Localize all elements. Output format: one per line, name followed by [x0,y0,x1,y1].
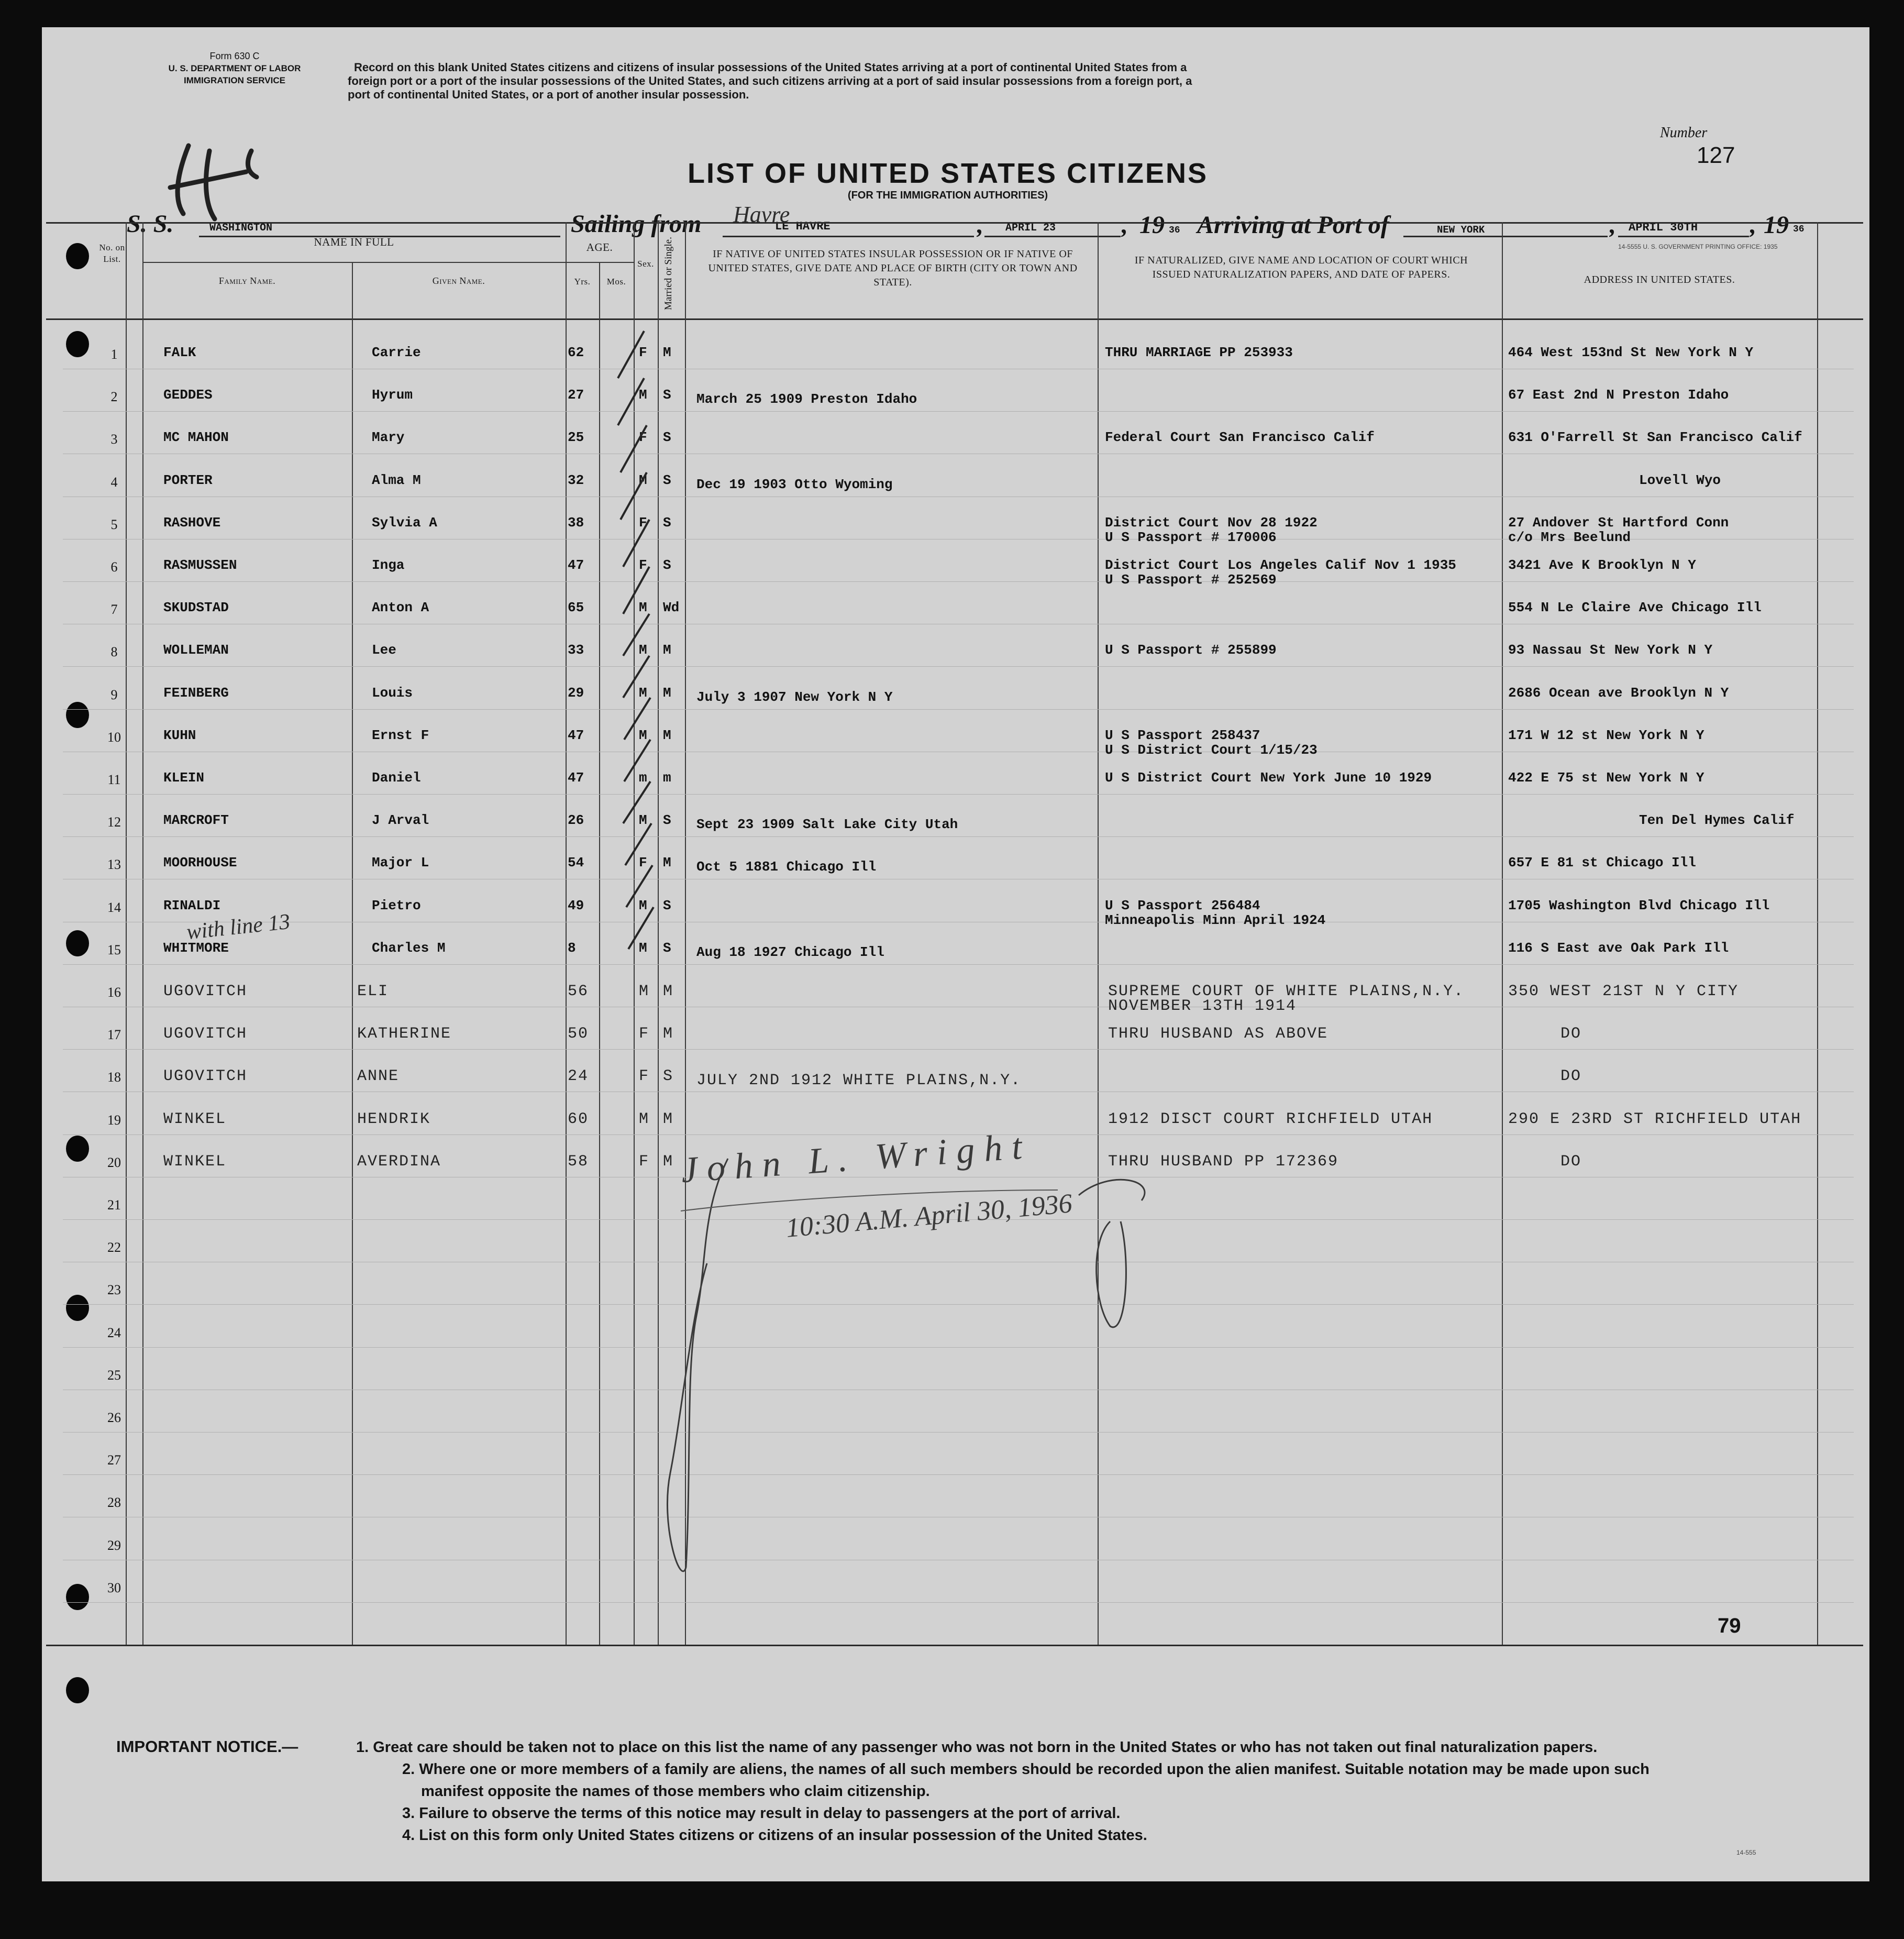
sex: F [639,1152,650,1171]
col-header-yrs: Yrs. [574,277,591,287]
sex: M [639,472,647,488]
age-years: 62 [568,345,584,360]
year-suffix: 36 [1793,224,1805,235]
row-number: 13 [107,857,121,873]
given-name: Charles M [372,940,446,956]
sex: M [639,940,647,956]
family-name: KUHN [163,727,196,743]
marital-status: m [663,770,671,786]
ss-label: S. S. [127,210,174,238]
given-name: Lee [372,642,396,658]
given-name: Carrie [372,345,421,360]
naturalization-cont: NOVEMBER 13TH 1914 [1108,997,1297,1015]
given-name: Inga [372,557,405,573]
family-name: WINKEL [163,1152,227,1171]
naturalization: U S Passport # 255899 [1105,642,1277,658]
birthplace: July 3 1907 New York N Y [696,689,893,705]
year-prefix: 19 [1764,211,1789,239]
col-divider [566,222,567,1645]
sailing-label: Sailing from [571,210,702,238]
marital-status: S [663,387,671,403]
sex: m [639,770,647,786]
address: 554 N Le Claire Ave Chicago Ill [1508,600,1762,616]
age-years: 49 [568,897,584,913]
birthplace: JULY 2ND 1912 WHITE PLAINS,N.Y. [696,1072,1022,1090]
punch-hole [66,1136,89,1162]
marital-status: M [663,1110,674,1128]
age-years: 65 [568,600,584,616]
row-number: 9 [110,687,118,702]
row-number: 15 [107,942,121,957]
marital-status: S [663,812,671,829]
family-name: GEDDES [163,387,213,403]
age-years: 24 [568,1067,589,1086]
list-number: 127 [1697,142,1735,168]
naturalization: U S District Court New York June 10 1929 [1105,770,1432,786]
punch-hole [66,1295,89,1321]
given-name: ANNE [357,1067,400,1086]
print-code: 14-555 [1736,1849,1756,1856]
punch-hole [66,1584,89,1610]
signature: John L. Wright [680,1126,1033,1191]
marital-status: M [663,855,671,871]
age-years: 47 [568,770,584,786]
table-top-border [46,222,1863,224]
address: 171 W 12 st New York N Y [1508,727,1704,743]
punch-hole [66,1677,89,1703]
address: 657 E 81 st Chicago Ill [1508,855,1696,871]
family-name: PORTER [163,472,213,488]
age-years: 50 [568,1025,589,1043]
given-name: Mary [372,429,405,446]
address: Ten Del Hymes Calif [1639,812,1795,829]
family-name: UGOVITCH [163,983,248,1000]
comma: , [1750,211,1756,239]
sex: F [639,429,647,446]
table-bottom-border [46,1645,1863,1646]
row-number: 23 [107,1282,121,1298]
row-number: 14 [107,899,121,915]
row-number: 10 [107,729,121,745]
row-number: 27 [107,1452,121,1468]
address: 350 WEST 21ST N Y CITY [1508,983,1739,1000]
row-number: 29 [107,1537,121,1553]
col-header-mos: Mos. [606,277,626,287]
age-years: 27 [568,387,584,403]
sailing-date-underline [984,236,1121,237]
row-number: 1 [110,347,118,362]
page-number: 79 [1718,1614,1741,1637]
sailing-underline [723,236,974,237]
row-number: 8 [110,644,118,660]
sex: M [639,642,647,658]
family-name: SKUDSTAD [163,600,229,616]
punch-hole [66,331,89,357]
age-years: 33 [568,642,584,658]
birthplace: Sept 23 1909 Salt Lake City Utah [696,817,958,833]
given-name: Major L [372,855,429,871]
sex: F [639,1025,650,1043]
col-header-family-name: Family Name. [218,276,276,286]
form-identification [125,50,345,86]
sex: F [639,1067,650,1086]
row-number: 2 [110,389,118,405]
sailing-date: APRIL 23 [1005,222,1056,234]
number-label: Number [1660,125,1708,141]
name-subheader-line [142,262,566,263]
preamble-line: port of continental United States, or a port of another insular possession. [348,88,749,101]
col-header-birth: IF NATIVE OF UNITED STATES INSULAR POSSESSION OR IF NATIVE OF UNITED STATES, GIVE DATE AND PLACE OF BIRTH (CITY OR TOWN AND STATE). [708,248,1078,288]
row-number: 11 [107,772,121,787]
sex: M [639,897,647,913]
age-years: 29 [568,685,584,701]
notice-item: 4. List on this form only United States citizens or citizens of an insular possession of the United States. [402,1827,1147,1844]
col-header-given-name: Given Name. [432,276,485,286]
address: 116 S East ave Oak Park Ill [1508,940,1729,956]
notice-lead: IMPORTANT NOTICE.— [116,1737,298,1756]
comma: , [1122,211,1128,239]
form-number: Form 630 C [209,51,260,61]
row-number: 7 [110,602,118,618]
address: Lovell Wyo [1639,472,1721,488]
row-number: 28 [107,1495,121,1511]
sex: F [639,345,647,360]
naturalization: District Court Los Angeles Calif Nov 1 1935 [1105,557,1456,573]
col-header-no: No. on List. [99,243,125,264]
age-years: 47 [568,727,584,743]
row-number: 25 [107,1367,121,1383]
address: 464 West 153nd St New York N Y [1508,345,1754,360]
marital-status: S [663,940,671,956]
preamble-line: Record on this blank United States citizens and citizens of insular possessions of the United States arriving at a port of continental United States from a [354,61,1187,74]
age-years: 54 [568,855,584,871]
row-number: 16 [107,985,121,1000]
row-number: 3 [110,432,118,447]
family-name: KLEIN [163,770,205,786]
naturalization: Federal Court San Francisco Calif [1105,429,1375,446]
address: 422 E 75 st New York N Y [1508,770,1704,786]
given-name: HENDRIK [357,1110,431,1128]
age-years: 38 [568,514,584,531]
row-number: 17 [107,1027,121,1043]
col-header-sex: Sex. [637,259,654,269]
given-name: Hyrum [372,387,413,403]
family-name: FEINBERG [163,685,229,701]
age-years: 47 [568,557,584,573]
marital-status: M [663,345,671,360]
given-name: KATHERINE [357,1025,452,1043]
given-name: Anton A [372,600,429,616]
punch-hole [66,930,89,956]
row-rule [63,1602,1854,1603]
important-notice [116,1736,1855,1846]
comma: , [977,211,983,239]
sex: M [639,812,647,829]
col-header-marital: Married or Single. [663,237,674,310]
naturalization-cont: Minneapolis Minn April 1924 [1105,912,1326,928]
birthplace: March 25 1909 Preston Idaho [696,391,917,407]
sex: F [639,855,647,871]
arrival-date: APRIL 30TH [1629,221,1698,234]
age-years: 32 [568,472,584,488]
row-number: 30 [107,1580,121,1595]
given-name: Louis [372,685,413,701]
marital-status: M [663,642,671,658]
birthplace: Aug 18 1927 Chicago Ill [696,944,884,960]
ship-name: WASHINGTON [209,222,273,234]
row-number: 6 [110,559,118,575]
naturalization: THRU MARRIAGE PP 253933 [1105,345,1293,360]
service-name: IMMIGRATION SERVICE [184,75,285,85]
address: 67 East 2nd N Preston Idaho [1508,387,1729,403]
naturalization: U S Passport 256484 [1105,897,1260,913]
address: 3421 Ave K Brooklyn N Y [1508,557,1696,573]
family-name: WHITMORE [163,940,229,956]
marital-status: S [663,1067,674,1086]
birthplace: Oct 5 1881 Chicago Ill [696,859,877,875]
row-number: 21 [107,1197,121,1213]
naturalization-cont: U S Passport # 170006 [1105,529,1277,545]
address: DO [1560,1152,1582,1171]
age-years: 8 [568,940,576,956]
notice-item: manifest opposite the names of those members who claim citizenship. [421,1783,930,1800]
marital-status: S [663,514,671,531]
age-years: 58 [568,1152,589,1171]
naturalization: 1912 DISCT COURT RICHFIELD UTAH [1108,1110,1433,1128]
age-years: 25 [568,429,584,446]
naturalization-cont: U S District Court 1/15/23 [1105,742,1318,758]
arriving-label: Arriving at Port of [1197,211,1389,239]
page-subtitle: (FOR THE IMMIGRATION AUTHORITIES) [847,190,1048,201]
sex: M [639,727,647,743]
row-number: 12 [107,814,121,830]
given-name: ELI [357,983,389,1000]
age-years: 26 [568,812,584,829]
col-divider [599,262,600,1645]
sex: M [639,600,647,616]
marital-status: M [663,685,671,701]
signature-strokes [607,321,1163,1591]
family-name: RASMUSSEN [163,557,237,573]
row-number: 5 [110,516,118,532]
sex: F [639,557,647,573]
year-suffix: 36 [1169,225,1180,236]
address-cont: c/o Mrs Beelund [1508,529,1631,545]
birthplace: Dec 19 1903 Otto Wyoming [696,476,893,492]
marital-status: M [663,1025,674,1043]
sex: M [639,983,650,1000]
given-name: Daniel [372,770,421,786]
comma: , [1610,211,1616,239]
arrival-date-underline [1618,236,1749,237]
row-number: 26 [107,1410,121,1425]
marital-status: S [663,429,671,446]
col-divider [1817,222,1818,1645]
row-number: 20 [107,1154,121,1170]
sailing-handwritten: Havre [733,202,790,227]
naturalization: U S Passport 258437 [1105,727,1260,743]
row-number: 18 [107,1070,121,1085]
col-divider [142,222,143,1645]
form-sheet [42,27,1869,1881]
family-name: RINALDI [163,897,221,913]
given-name: Ernst F [372,727,429,743]
row-number: 4 [110,474,118,490]
notice-item: 3. Failure to observe the terms of this notice may result in delay to passengers at the port of arrival. [402,1805,1121,1822]
family-name: RASHOVE [163,514,221,531]
address: DO [1560,1025,1582,1043]
naturalization: THRU HUSBAND PP 172369 [1108,1152,1339,1171]
department-name: U. S. DEPARTMENT OF LABOR [168,63,301,73]
marital-status: M [663,727,671,743]
punch-hole [66,702,89,728]
instructions-preamble [348,61,1626,102]
address: 27 Andover St Hartford Conn [1508,514,1729,531]
sex: F [639,514,647,531]
row-number: 24 [107,1325,121,1340]
naturalization-cont: U S Passport # 252569 [1105,572,1277,588]
family-name: UGOVITCH [163,1025,248,1043]
given-name: Pietro [372,897,421,913]
marital-status: S [663,897,671,913]
address: 290 E 23RD ST RICHFIELD UTAH [1508,1110,1802,1128]
given-name: AVERDINA [357,1152,441,1171]
col-divider [1502,222,1503,1645]
given-name: J Arval [372,812,429,829]
col-divider [352,262,353,1645]
address: 93 Nassau St New York N Y [1508,642,1713,658]
row14-annotation: with line 13 [185,909,292,945]
family-name: WOLLEMAN [163,642,229,658]
family-name: WINKEL [163,1110,227,1128]
age-years: 56 [568,983,589,1000]
sex: M [639,685,647,701]
col-header-address: ADDRESS IN UNITED STATES. [1584,274,1735,285]
arrival-port-underline [1403,236,1608,237]
year-prefix: 19 [1139,211,1165,239]
marital-status: M [663,1152,674,1171]
marital-status: M [663,983,674,1000]
address: DO [1560,1067,1582,1086]
address: 2686 Ocean ave Brooklyn N Y [1508,685,1729,701]
signature-time: 10:30 A.M. April 30, 1936 [784,1188,1073,1243]
family-name: UGOVITCH [163,1067,248,1086]
page-title: LIST OF UNITED STATES CITIZENS [688,158,1208,189]
notice-item: 2. Where one or more members of a family are aliens, the names of all such members should be recorded upon the alien manifest. Suitable notation may be made upon such [402,1761,1650,1778]
row-number: 22 [107,1240,121,1255]
marital-status: S [663,557,671,573]
row-number: 19 [107,1112,121,1128]
sailing-port: LE HAVRE [775,220,831,233]
family-name: MARCROFT [163,812,229,829]
naturalization: SUPREME COURT OF WHITE PLAINS,N.Y. [1108,983,1465,1000]
naturalization: THRU HUSBAND AS ABOVE [1108,1025,1329,1043]
punch-hole [66,243,89,269]
notice-item: 1. Great care should be taken not to place on this list the name of any passenger who was not born in the United States or who has not taken out final naturalization papers. [356,1739,1598,1756]
arrival-port: NEW YORK [1437,224,1485,236]
address: 631 O'Farrell St San Francisco Calif [1508,429,1802,446]
handwritten-mark [168,140,283,227]
print-code: 14-5555 U. S. GOVERNMENT PRINTING OFFICE: 1935 [1618,243,1778,250]
table-header-divider [46,318,1863,320]
age-years: 60 [568,1110,589,1128]
preamble-line: foreign port or a port of the insular possessions of the United States, and such citizens arriving at a port of said insular possessions from a foreign port, a [348,74,1192,87]
given-name: Alma M [372,472,421,488]
marital-status: S [663,472,671,488]
family-name: FALK [163,345,196,360]
sex: M [639,1110,650,1128]
address: 1705 Washington Blvd Chicago Ill [1508,897,1770,913]
given-name: Sylvia A [372,514,437,531]
sex: M [639,387,647,403]
col-header-age: AGE. [586,241,613,254]
col-header-naturalized: IF NATURALIZED, GIVE NAME AND LOCATION OF COURT WHICH ISSUED NATURALIZATION PAPERS, AND DATE OF PAPERS. [1134,255,1468,280]
family-name: MC MAHON [163,429,229,446]
marital-status: Wd [663,600,680,616]
naturalization: District Court Nov 28 1922 [1105,514,1318,531]
family-name: MOORHOUSE [163,855,237,871]
col-header-name-in-full: NAME IN FULL [314,236,394,248]
